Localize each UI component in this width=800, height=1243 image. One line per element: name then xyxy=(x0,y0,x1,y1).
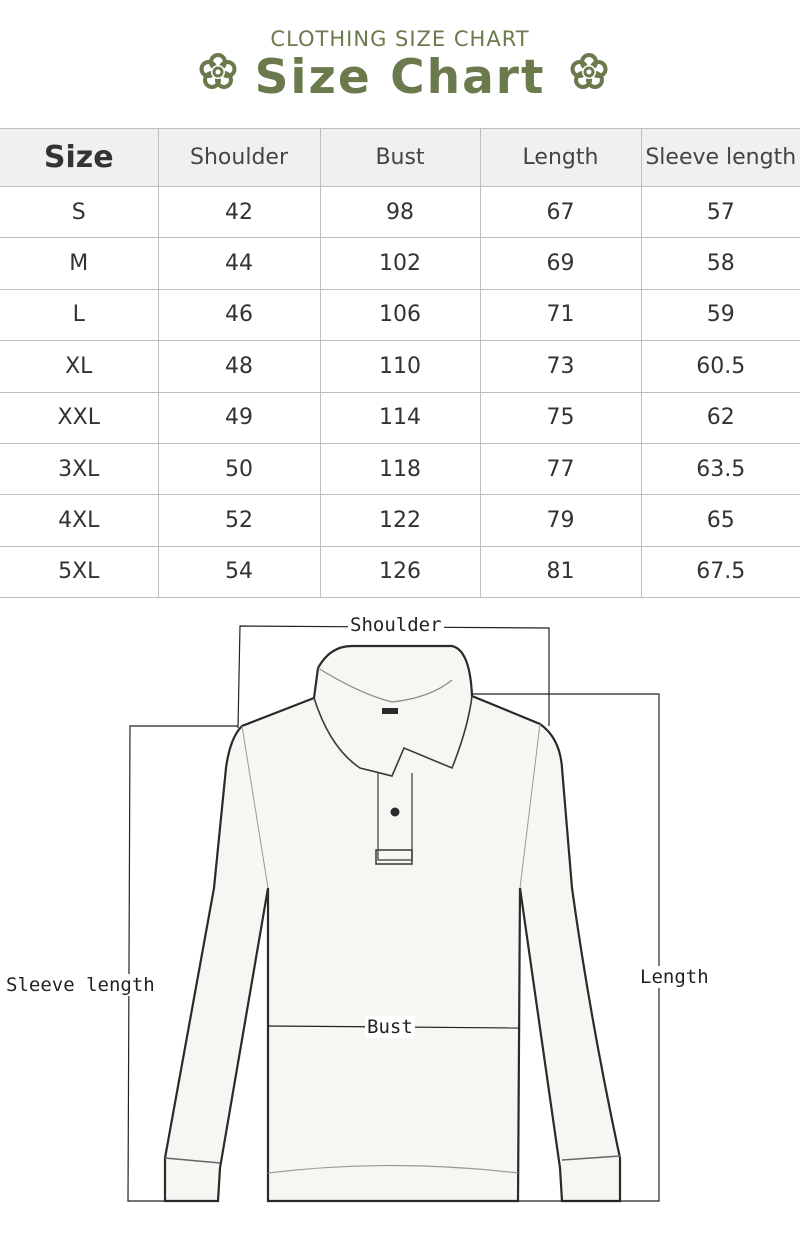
table-row xyxy=(0,289,800,340)
sleeve-length-cell: 60.5 xyxy=(641,341,800,392)
bust-cell: 118 xyxy=(320,443,480,494)
bust-cell: 98 xyxy=(320,187,480,238)
chart-header xyxy=(0,0,800,128)
size-cell: L xyxy=(0,289,158,340)
column-header-sleeve-length: Sleeve length xyxy=(641,129,800,187)
sleeve-length-label: Sleeve length xyxy=(6,974,155,996)
shirt-outline xyxy=(165,646,620,1201)
table-row xyxy=(0,238,800,289)
size-cell: S xyxy=(0,187,158,238)
length-cell: 81 xyxy=(480,546,641,597)
length-cell: 73 xyxy=(480,341,641,392)
sleeve-length-cell: 58 xyxy=(641,238,800,289)
length-cell: 69 xyxy=(480,238,641,289)
shoulder-cell: 52 xyxy=(158,495,320,546)
measurement-diagram xyxy=(0,598,800,1243)
bust-cell: 114 xyxy=(320,392,480,443)
shoulder-cell: 50 xyxy=(158,443,320,494)
size-cell: XXL xyxy=(0,392,158,443)
label-tag xyxy=(382,708,398,714)
shoulder-label: Shoulder xyxy=(350,614,442,636)
shoulder-cell: 42 xyxy=(158,187,320,238)
size-cell: 3XL xyxy=(0,443,158,494)
table-row xyxy=(0,341,800,392)
length-label: Length xyxy=(640,966,709,988)
table-row xyxy=(0,495,800,546)
length-cell: 67 xyxy=(480,187,641,238)
shoulder-cell: 49 xyxy=(158,392,320,443)
bust-cell: 106 xyxy=(320,289,480,340)
size-table xyxy=(0,128,800,598)
size-cell: XL xyxy=(0,341,158,392)
length-cell: 77 xyxy=(480,443,641,494)
table-row xyxy=(0,546,800,597)
shoulder-cell: 48 xyxy=(158,341,320,392)
sleeve-length-cell: 57 xyxy=(641,187,800,238)
sleeve-length-cell: 65 xyxy=(641,495,800,546)
bust-label: Bust xyxy=(367,1016,413,1038)
chart-subtitle: CLOTHING SIZE CHART xyxy=(270,27,530,51)
bust-cell: 122 xyxy=(320,495,480,546)
sleeve-length-cell: 62 xyxy=(641,392,800,443)
shoulder-cell: 46 xyxy=(158,289,320,340)
shoulder-cell: 54 xyxy=(158,546,320,597)
polo-shirt-illustration xyxy=(0,598,800,1243)
length-cell: 71 xyxy=(480,289,641,340)
bust-cell: 126 xyxy=(320,546,480,597)
size-cell: M xyxy=(0,238,158,289)
table-row xyxy=(0,443,800,494)
button-icon xyxy=(391,808,400,817)
sleeve-length-cell: 67.5 xyxy=(641,546,800,597)
bust-cell: 102 xyxy=(320,238,480,289)
column-header-bust: Bust xyxy=(320,129,480,187)
length-cell: 75 xyxy=(480,392,641,443)
column-header-shoulder: Shoulder xyxy=(158,129,320,187)
table-header-row xyxy=(0,129,800,187)
flower-icon xyxy=(569,52,609,92)
size-cell: 5XL xyxy=(0,546,158,597)
chart-title: Size Chart xyxy=(254,50,546,105)
column-header-size: Size xyxy=(0,129,158,187)
sleeve-length-cell: 59 xyxy=(641,289,800,340)
table-row xyxy=(0,392,800,443)
size-cell: 4XL xyxy=(0,495,158,546)
bust-cell: 110 xyxy=(320,341,480,392)
shoulder-cell: 44 xyxy=(158,238,320,289)
table-row xyxy=(0,187,800,238)
length-cell: 79 xyxy=(480,495,641,546)
sleeve-length-cell: 63.5 xyxy=(641,443,800,494)
column-header-length: Length xyxy=(480,129,641,187)
